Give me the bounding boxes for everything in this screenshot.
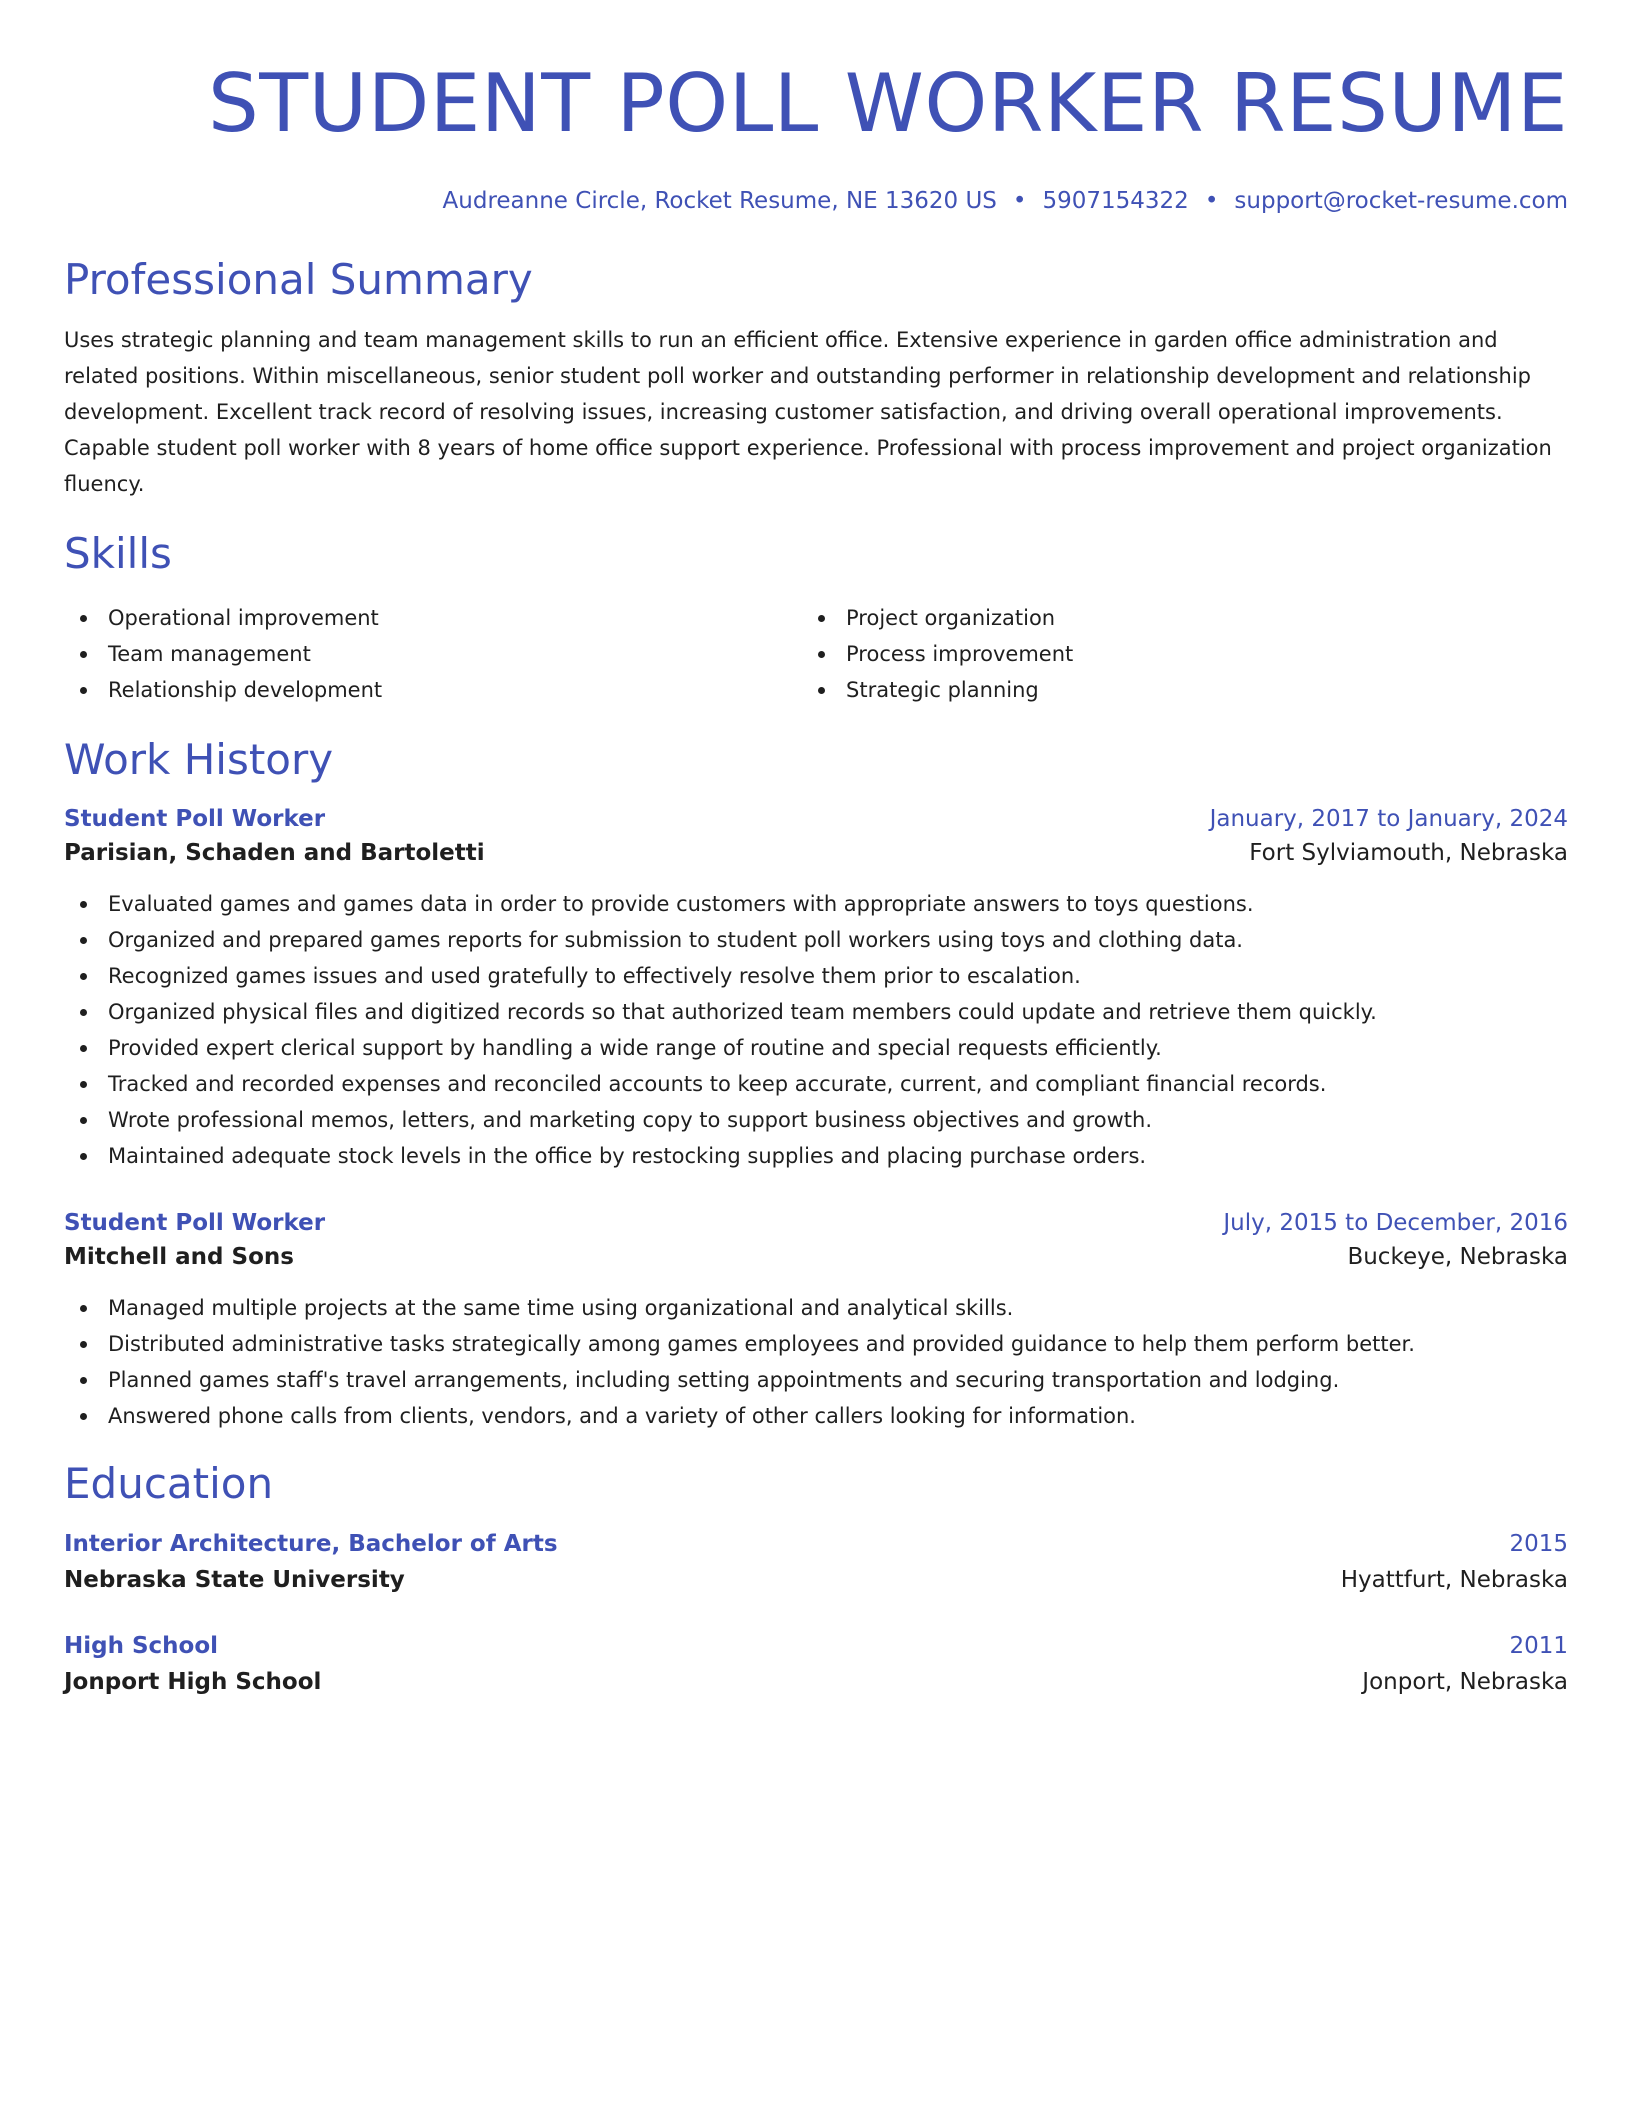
job-location: Fort Sylviamouth, Nebraska [1249,840,1568,866]
education-year: 2015 [1509,1531,1568,1557]
contact-phone: 5907154322 [1042,188,1189,214]
skills-column-left [64,600,802,708]
job-duty-item: Managed multiple projects at the same time using organizational and analytical skills. [64,1290,1568,1326]
contact-address: Audreanne Circle, Rocket Resume, NE 13620 US [442,188,997,214]
job-entry [64,802,1568,1174]
skill-item: Strategic planning [802,672,1540,708]
resume-title: STUDENT POLL WORKER RESUME [208,57,1568,150]
contact-separator: • [1012,188,1027,214]
education-header-row [64,1526,1568,1562]
section-title-work-history: Work History [64,735,334,784]
summary-paragraph: Uses strategic planning and team management skills to run an efficient office. Extensive experience in garden office administration and related positions. Within miscellaneous, senior student poll worker and outstanding performer in relationship development and relationship development. Excellent track record of resolving issues, increasing customer satisfaction, and driving overall operational improvements. Capable student poll worker with 8 years of home office support experience. Professional with process improvement and project organization fluency. [64,328,1552,496]
skills-list [64,600,1568,708]
education-entry [64,1628,1568,1700]
education-entry [64,1526,1568,1598]
job-duty-item: Planned games staff's travel arrangements, including setting appointments and securing transportation and lodging. [64,1362,1568,1398]
job-duty-item: Provided expert clerical support by handling a wide range of routine and special requests efficiently. [64,1030,1568,1066]
skill-item: Relationship development [64,672,802,708]
job-duty-item: Wrote professional memos, letters, and marketing copy to support business objectives and growth. [64,1102,1568,1138]
job-duty-item: Answered phone calls from clients, vendors, and a variety of other callers looking for information. [64,1398,1568,1434]
job-header-row [64,802,1568,836]
job-duties [64,886,1568,1174]
skill-item: Process improvement [802,636,1540,672]
contact-separator: • [1204,188,1219,214]
job-duty-item: Organized physical files and digitized records so that authorized team members could update and retrieve them quickly. [64,994,1568,1030]
job-title: Student Poll Worker [64,1210,326,1236]
section-title-education: Education [64,1459,274,1508]
job-entry [64,1206,1568,1434]
job-company: Parisian, Schaden and Bartoletti [64,840,485,866]
education-school: Nebraska State University [64,1567,405,1593]
section-title-skills: Skills [64,529,172,578]
education-school-row [64,1562,1568,1598]
job-duty-item: Organized and prepared games reports for submission to student poll workers using toys and clothing data. [64,922,1568,958]
education-degree: High School [64,1633,219,1659]
job-duty-item: Tracked and recorded expenses and reconciled accounts to keep accurate, current, and compliant financial records. [64,1066,1568,1102]
section-title-professional-summary: Professional Summary [64,255,533,304]
job-employer-row [64,836,1568,870]
contact-line [64,186,1568,216]
education-school-row [64,1664,1568,1700]
job-duty-item: Recognized games issues and used gratefully to effectively resolve them prior to escalation. [64,958,1568,994]
job-dates: July, 2015 to December, 2016 [1223,1210,1568,1236]
job-title: Student Poll Worker [64,806,326,832]
education-degree: Interior Architecture, Bachelor of Arts [64,1531,558,1557]
job-duty-item: Distributed administrative tasks strategically among games employees and provided guidance to help them perform better. [64,1326,1568,1362]
education-header-row [64,1628,1568,1664]
job-location: Buckeye, Nebraska [1347,1244,1568,1270]
resume-header [64,56,1568,216]
skills-column-right [802,600,1540,708]
contact-email: support@rocket-resume.com [1234,188,1568,214]
education-location: Hyattfurt, Nebraska [1340,1567,1568,1593]
skill-item: Team management [64,636,802,672]
job-duties [64,1290,1568,1434]
job-company: Mitchell and Sons [64,1244,294,1270]
job-duty-item: Evaluated games and games data in order to provide customers with appropriate answers to toys questions. [64,886,1568,922]
education-location: Jonport, Nebraska [1362,1669,1568,1695]
job-duty-item: Maintained adequate stock levels in the office by restocking supplies and placing purchase orders. [64,1138,1568,1174]
job-header-row [64,1206,1568,1240]
skill-item: Project organization [802,600,1540,636]
skill-item: Operational improvement [64,600,802,636]
education-school: Jonport High School [64,1669,322,1695]
job-employer-row [64,1240,1568,1274]
education-year: 2011 [1509,1633,1568,1659]
job-dates: January, 2017 to January, 2024 [1209,806,1568,832]
